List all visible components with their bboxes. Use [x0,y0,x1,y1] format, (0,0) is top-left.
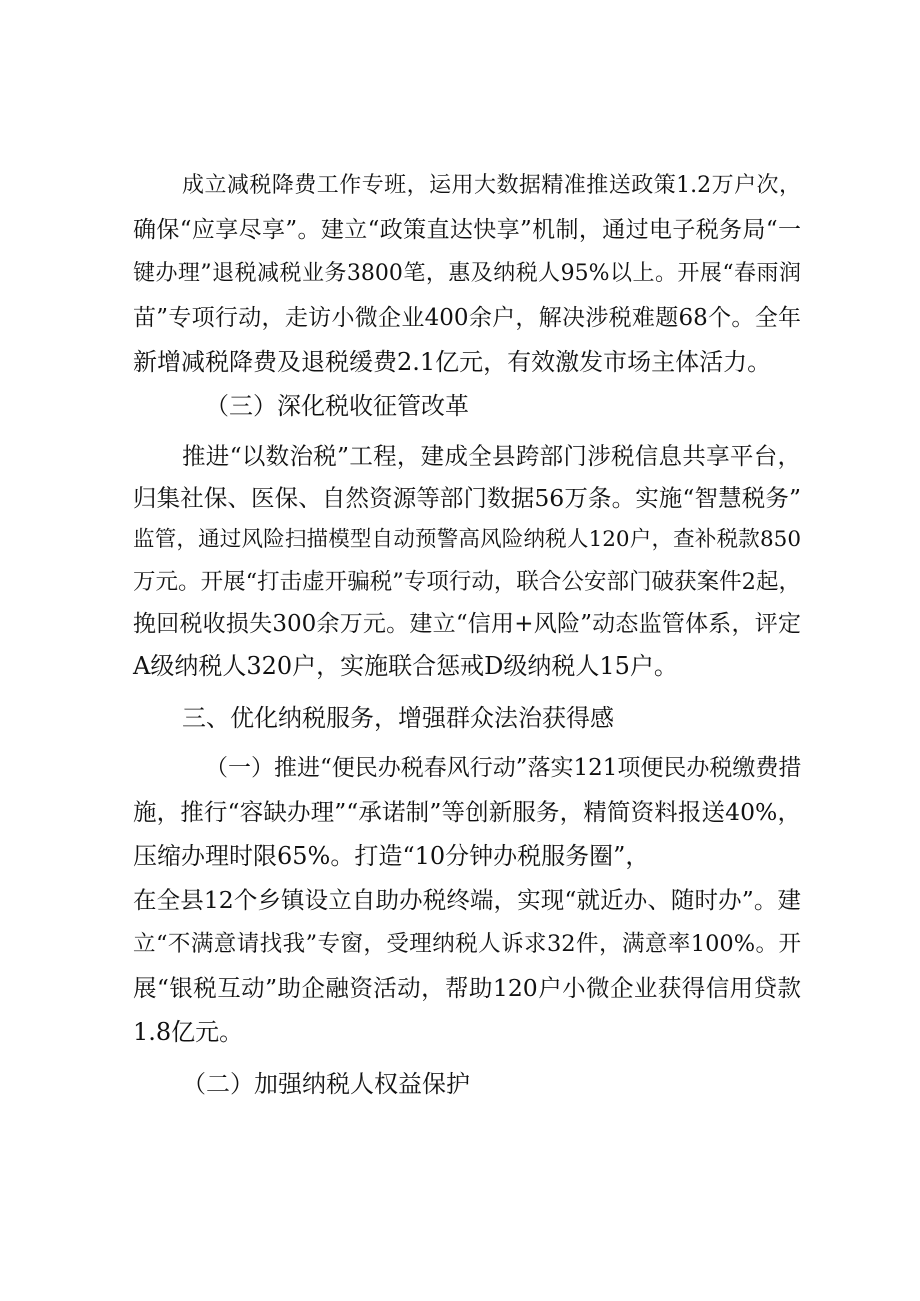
section-heading-service: 三、优化纳税服务，增强群众法治获得感 [182,704,614,732]
text-line: 展“银税互动”助企融资活动，帮助120户小微企业获得信用贷款 [133,974,801,1002]
text-line: 新增减税降费及退税缓费2.1亿元，有效激发市场主体活力。 [133,348,772,376]
text-line: A级纳税人320户，实施联合惩戒D级纳税人15户。 [133,652,678,680]
text-line: 1.8亿元。 [133,1018,244,1046]
text-line: 万元。开展“打击虚开骗税”专项行动，联合公安部门破获案件2起， [133,569,801,595]
text-line: 成立减税降费工作专班，运用大数据精准推送政策1.2万户次， [182,173,801,198]
text-line: 苗”专项行动，走访小微企业400余户，解决涉税难题68个。全年 [133,305,801,331]
text-line: 推进“以数治税”工程，建成全县跨部门涉税信息共享平台， [182,442,801,470]
text-line: 立“不满意请找我”专窗，受理纳税人诉求32件，满意率100%。开 [133,931,801,957]
text-line: 监管，通过风险扫描模型自动预警高风险纳税人120户，查补税款850 [133,527,801,552]
text-line: 确保“应享尽享”。建立“政策直达快享”机制，通过电子税务局“一 [133,217,801,243]
text-line: （一）推进“便民办税春风行动”落实121项便民办税缴费措 [205,755,802,781]
text-line: 归集社保、医保、自然资源等部门数据56万条。实施“智慧税务” [133,484,801,512]
text-line: 键办理”退税减税业务3800笔，惠及纳税人95%以上。开展“春雨润 [133,261,801,286]
subheading-deepen-reform: （三）深化税收征管改革 [205,392,469,420]
subheading-rights-protection: （二）加强纳税人权益保护 [182,1070,470,1098]
text-line: 在全县12个乡镇设立自助办税终端，实现“就近办、随时办”。建 [133,886,801,914]
text-line: 挽回税收损失300余万元。建立“信用+风险”动态监管体系，评定 [133,611,801,637]
text-line: 施，推行“容缺办理”“承诺制”等创新服务，精简资料报送40%， [133,798,801,826]
text-line: 压缩办理时限65%。打造“10分钟办税服务圈”， [133,842,650,870]
